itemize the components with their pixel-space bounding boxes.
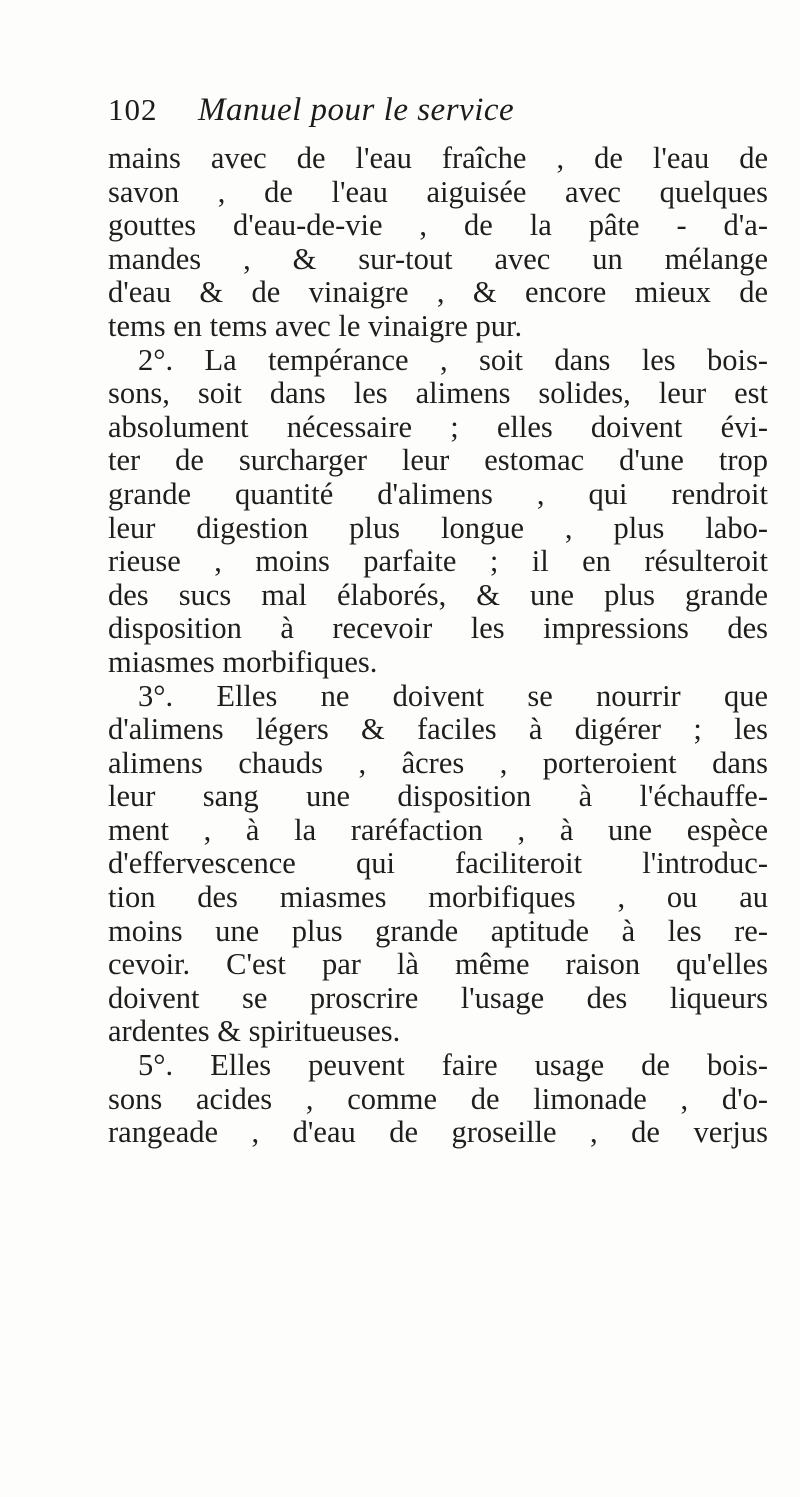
text-line: sons, soit dans les alimens solides, leur est — [108, 376, 768, 411]
text-line: tems en tems avec le vinaigre pur. — [108, 308, 523, 343]
text-line: des sucs mal élaborés, & une plus grande — [108, 577, 768, 612]
text-line: mandes , & sur-tout avec un mélange — [108, 241, 768, 276]
text-line: doivent se proscrire l'usage des liqueurs — [108, 980, 768, 1015]
text-line: leur digestion plus longue , plus labo- — [108, 510, 768, 545]
running-title: Manuel pour le service — [198, 92, 515, 128]
text-line: ter de surcharger leur estomac d'une trop — [108, 443, 768, 478]
text-line: alimens chauds , âcres , porteroient dans — [108, 745, 768, 780]
text-line: miasmes morbifiques. — [108, 644, 378, 679]
page-number: 102 — [108, 92, 158, 127]
text-line: rieuse , moins parfaite ; il en résulteroit — [108, 544, 768, 579]
text-line: sons acides , comme de limonade , d'o- — [108, 1081, 768, 1116]
text-line: 2°. La tempérance , soit dans les bois- — [138, 342, 768, 377]
page-header — [108, 92, 728, 138]
text-line: 3°. Elles ne doivent se nourrir que — [138, 678, 768, 713]
text-line: gouttes d'eau-de-vie , de la pâte - d'a- — [108, 208, 768, 243]
text-line: ment , à la raréfaction , à une espèce — [108, 812, 768, 847]
text-line: absolument nécessaire ; elles doivent évi- — [108, 409, 768, 444]
text-line: ardentes & spiritueuses. — [108, 1014, 401, 1049]
text-line: mains avec de l'eau fraîche , de l'eau de — [108, 141, 768, 175]
text-line: savon , de l'eau aiguisée avec quelques — [108, 174, 768, 209]
text-line: rangeade , d'eau de groseille , de verjus — [108, 1115, 768, 1150]
text-line: d'effervescence qui faciliteroit l'introduc- — [108, 846, 768, 881]
text-line: moins une plus grande aptitude à les re- — [108, 913, 768, 948]
text-line: d'eau & de vinaigre , & encore mieux de — [108, 275, 768, 310]
body-text — [108, 142, 768, 1150]
text-line: leur sang une disposition à l'échauffe- — [108, 779, 768, 814]
text-line: disposition à recevoir les impressions des — [108, 611, 768, 646]
text-line: d'alimens légers & faciles à digérer ; les — [108, 712, 768, 747]
text-line: grande quantité d'alimens , qui rendroit — [108, 476, 768, 511]
text-line: cevoir. C'est par là même raison qu'elles — [108, 947, 768, 982]
text-line: 5°. Elles peuvent faire usage de bois- — [138, 1048, 768, 1083]
text-line: tion des miasmes morbifiques , ou au — [108, 880, 768, 915]
